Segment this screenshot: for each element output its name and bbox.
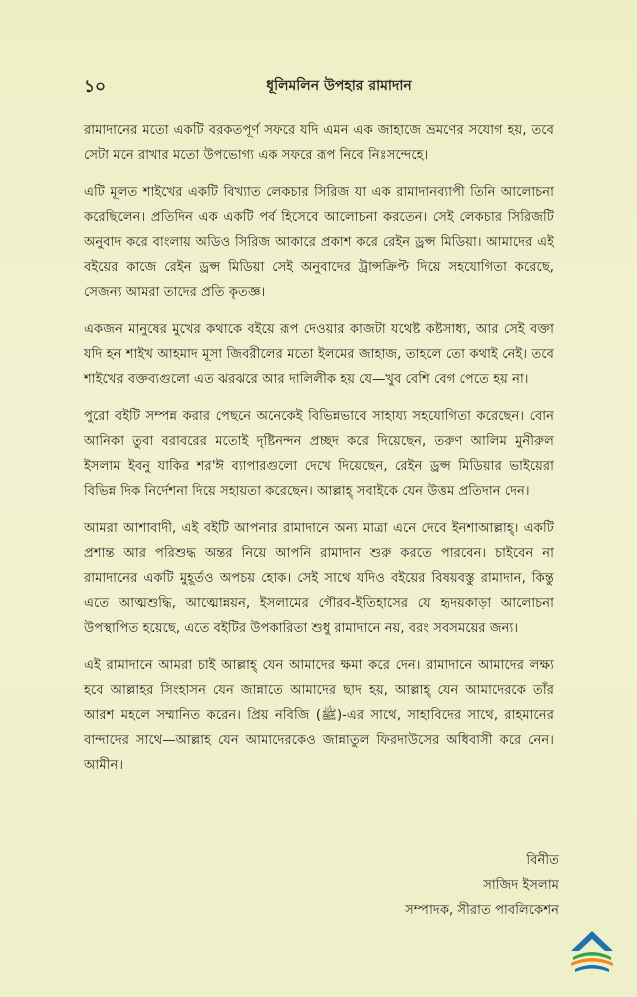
paragraph: আমরা আশাবাদী, এই বইটি আপনার রামাদানে অন্য মাত্রা এনে দেবে ইনশাআল্লাহ্। একটি প্রশান্ত আর পরিশুদ্ধ অন্তর নিয়ে আপনি রামাদান শুরু করতে পারবেন। চাইবেন না রামাদানের একটি মুহূর্তও অপচয় হোক। সেই সাথে যদিও বইয়ের বিষয়বস্তু রামাদান, কিন্তু এতে আত্মশুদ্ধি, আত্মোন্নয়ন, ইসলামের গৌরব-ইতিহাসের যে হৃদয়কাড়া আলোচনা উপস্থাপিত হয়েছে, এতে বইটির উপকারিতা শুধু রামাদানে নয়, বরং সবসময়ের জন্য। <box>84 521 554 636</box>
signature-block <box>299 848 559 923</box>
paragraph: রামাদানের মতো একটি বরকতপূর্ণ সফরে যদি এমন এক জাহাজে ভ্রমণের সযোগ হয়, তবে সেটা মনে রাখার মতো উপভোগ্য এক সফরে রূপ নিবে নিঃসন্দেহে। <box>84 123 554 163</box>
paragraph: পুরো বইটি সম্পন্ন করার পেছনে অনেকেই বিভিন্নভাবে সাহায্য সহযোগিতা করেছেন। বোন আনিকা তুবা বরাবরের মতোই দৃষ্টিনন্দন প্রচ্ছদ করে দিয়েছেন, তরুণ আলিম মুনীরুল ইসলাম ইবনু যাকির শর'ঈ ব্যাপারগুলো দেখে দিয়েছেন, রেইন ড্রপ্স মিডিয়ার ভাইয়েরা বিভিন্ন দিক নির্দেশনা দিয়ে সহায়তা করেছেন। আল্লাহ্ সবাইকে যেন উত্তম প্রতিদান দেন। <box>84 409 554 499</box>
body-text <box>84 118 554 790</box>
signature-name: সাজিদ ইসলাম <box>483 878 559 893</box>
paragraph: একজন মানুষের মুখের কথাকে বইয়ে রূপ দেওয়ার কাজটা যথেষ্ট কষ্টসাধ্য, আর সেই বক্তা যদি হন শাইখ আহমাদ মূসা জিবরীলের মতো ইলমের জাহাজ, তাহলে তো কথাই নেই। তবে শাইখের বক্তব্যগুলো এত ঝরঝরে আর দালিলীক হয় যে—খুব বেশি বেগ পেতে হয় না। <box>84 322 554 387</box>
running-title: ধূলিমলিন উপহার রামাদান <box>266 78 412 94</box>
signature-role: সম্পাদক, সীরাত পাবলিকেশন <box>405 903 559 918</box>
signature-closing: বিনীত <box>526 853 559 868</box>
page-number: ১০ <box>84 77 107 97</box>
paragraph: এই রামাদানে আমরা চাই আল্লাহ্ যেন আমাদের ক্ষমা করে দেন। রামাদানে আমাদের লক্ষ্য হবে আল্লাহর সিংহাসন যেন জান্নাতে আমাদের ছাদ হয়, আল্লাহ্ যেন আমাদেরকে তাঁর আরশ মহলে সম্মানিত করেন। প্রিয় নবিজি (ﷺ)-এর সাথে, সাহাবিদের সাথে, রাহমানের বান্দাদের সাথে—আল্লাহ যেন আমাদেরকেও জান্নাতুল ফিরদাউসের অধিবাসী করে নেন। আমীন। <box>84 658 554 773</box>
paragraph: এটি মূলত শাইখের একটি বিখ্যাত লেকচার সিরিজ যা এক রামাদানব্যাপী তিনি আলোচনা করেছিলেন। প্রতিদিন এক একটি পর্ব হিসেবে আলোচনা করতেন। সেই লেকচার সিরিজটি অনুবাদ করে বাংলায় অডিও সিরিজ আকারে প্রকাশ করে রেইন ড্রপ্স মিডিয়া। আমাদের এই বইয়ের কাজে রেইন ড্রপ্স মিডিয়া সেই অনুবাদের ট্রান্সক্রিপ্ট দিয়ে সহযোগিতা করেছে, সেজন্য আমরা তাদের প্রতি কৃতজ্ঞ। <box>84 185 554 300</box>
page-header <box>84 74 554 98</box>
publisher-logo-icon <box>565 929 619 975</box>
